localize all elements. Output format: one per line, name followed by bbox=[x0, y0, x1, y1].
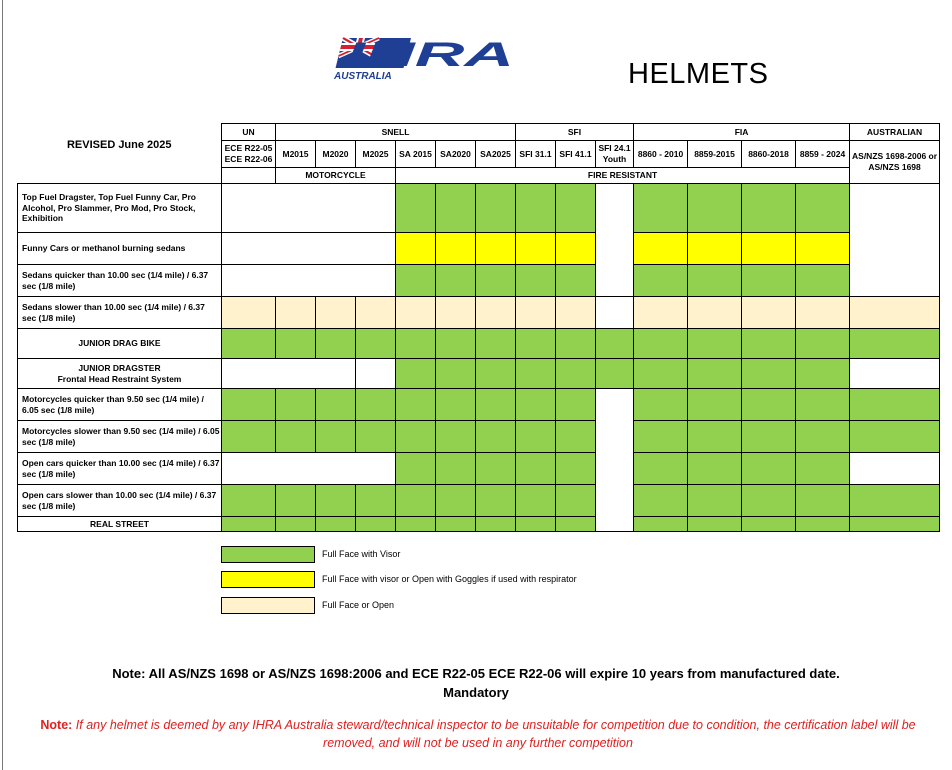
cell-full-face-visor bbox=[796, 265, 850, 297]
cell-full-face-visor bbox=[222, 329, 276, 359]
cell-full-face-visor bbox=[436, 184, 476, 233]
cell-full-face-visor bbox=[688, 184, 742, 233]
row-label: Sedans quicker than 10.00 sec (1/4 mile) / 6.37 sec (1/8 mile) bbox=[18, 265, 222, 297]
row-label: Motorcycles quicker than 9.50 sec (1/4 mile) / 6.05 sec (1/8 mile) bbox=[18, 389, 222, 421]
row-sublabel: Frontal Head Restraint System bbox=[57, 373, 182, 384]
cell-full-face-visor bbox=[634, 359, 688, 389]
cell-full-face-visor bbox=[516, 453, 556, 485]
cell-not-permitted bbox=[850, 184, 940, 297]
cell-full-face-or-open bbox=[516, 297, 556, 329]
cell-full-face-visor bbox=[634, 329, 688, 359]
cell-full-face-visor bbox=[796, 329, 850, 359]
std-fia-8860-2018: 8860-2018 bbox=[742, 141, 796, 168]
cell-full-face-visor bbox=[516, 421, 556, 453]
row-label: Open cars quicker than 10.00 sec (1/4 mile) / 6.37 sec (1/8 mile) bbox=[18, 453, 222, 485]
category-motorcycle: MOTORCYCLE bbox=[276, 168, 396, 184]
std-fia-8859-2024: 8859 - 2024 bbox=[796, 141, 850, 168]
cell-full-face-visor bbox=[688, 421, 742, 453]
cell-full-face-visor bbox=[742, 184, 796, 233]
std-m2015: M2015 bbox=[276, 141, 316, 168]
cell-full-face-visor bbox=[436, 329, 476, 359]
cell-full-face-visor bbox=[436, 359, 476, 389]
cell-full-face-or-open bbox=[476, 297, 516, 329]
cell-full-face-visor bbox=[742, 265, 796, 297]
std-sfi24: SFI 24.1 Youth bbox=[596, 141, 634, 168]
cell-visor-or-open-respirator bbox=[796, 233, 850, 265]
cell-full-face-visor bbox=[634, 265, 688, 297]
cell-full-face-visor bbox=[796, 184, 850, 233]
cell-full-face-visor bbox=[396, 184, 436, 233]
cell-not-permitted bbox=[356, 359, 396, 389]
cell-full-face-or-open bbox=[356, 297, 396, 329]
cell-full-face-visor bbox=[396, 517, 436, 532]
cell-full-face-visor bbox=[688, 485, 742, 517]
std-ece: ECE R22-05 ECE R22-06 bbox=[222, 141, 276, 168]
cell-visor-or-open-respirator bbox=[516, 233, 556, 265]
cell-visor-or-open-respirator bbox=[396, 233, 436, 265]
cell-full-face-visor bbox=[850, 421, 940, 453]
cell-full-face-visor bbox=[276, 517, 316, 532]
cell-full-face-visor bbox=[556, 184, 596, 233]
cell-full-face-visor bbox=[516, 389, 556, 421]
cell-full-face-visor bbox=[276, 329, 316, 359]
cell-full-face-visor bbox=[516, 265, 556, 297]
logo-text: IHRA bbox=[346, 36, 514, 74]
cell-full-face-visor bbox=[596, 359, 634, 389]
cell-full-face-visor bbox=[316, 329, 356, 359]
cell-full-face-visor bbox=[742, 389, 796, 421]
cell-full-face-visor bbox=[476, 265, 516, 297]
cell-visor-or-open-respirator bbox=[436, 233, 476, 265]
cell-full-face-visor bbox=[356, 329, 396, 359]
group-australian: AUSTRALIAN bbox=[850, 124, 940, 141]
cell-full-face-visor bbox=[222, 389, 276, 421]
legend-swatch-cream bbox=[221, 597, 315, 614]
steward-note-prefix: Note: bbox=[40, 718, 73, 732]
cell-full-face-or-open bbox=[276, 297, 316, 329]
cell-visor-or-open-respirator bbox=[556, 233, 596, 265]
category-fire-resistant: FIRE RESISTANT bbox=[396, 168, 850, 184]
cell-not-permitted bbox=[596, 389, 634, 532]
cell-full-face-visor bbox=[796, 421, 850, 453]
cell-full-face-visor bbox=[742, 453, 796, 485]
expiry-note-text: Note: All AS/NZS 1698 or AS/NZS 1698:2006 and ECE R22-05 ECE R22-06 will expire 10 years from manufactured date. bbox=[112, 666, 840, 681]
cell-full-face-visor bbox=[634, 421, 688, 453]
row-label: JUNIOR DRAG BIKE bbox=[18, 329, 222, 359]
cell-full-face-visor bbox=[742, 517, 796, 532]
cell-full-face-visor bbox=[742, 485, 796, 517]
group-fia: FIA bbox=[634, 124, 850, 141]
group-sfi: SFI bbox=[516, 124, 634, 141]
logo-subtext: AUSTRALIA bbox=[334, 71, 392, 82]
group-snell: SNELL bbox=[276, 124, 516, 141]
revised-date: REVISED June 2025 bbox=[66, 138, 172, 151]
std-fia-8859-2015: 8859-2015 bbox=[688, 141, 742, 168]
row-label: Sedans slower than 10.00 sec (1/4 mile) / 6.37 sec (1/8 mile) bbox=[18, 297, 222, 329]
cell-full-face-visor bbox=[316, 485, 356, 517]
cell-full-face-visor bbox=[796, 359, 850, 389]
cell-full-face-visor bbox=[796, 453, 850, 485]
cell-full-face-or-open bbox=[796, 297, 850, 329]
cell-full-face-visor bbox=[396, 265, 436, 297]
cell-full-face-visor bbox=[556, 389, 596, 421]
std-sa2025: SA2025 bbox=[476, 141, 516, 168]
cell-full-face-visor bbox=[396, 453, 436, 485]
cell-full-face-visor bbox=[436, 453, 476, 485]
cell-full-face-visor bbox=[476, 517, 516, 532]
cell-visor-or-open-respirator bbox=[634, 233, 688, 265]
cell-visor-or-open-respirator bbox=[476, 233, 516, 265]
cell-full-face-visor bbox=[222, 421, 276, 453]
cell-full-face-visor bbox=[796, 389, 850, 421]
cell-full-face-visor bbox=[688, 517, 742, 532]
cell-full-face-visor bbox=[742, 359, 796, 389]
cell-full-face-visor bbox=[396, 421, 436, 453]
cell-full-face-or-open bbox=[436, 297, 476, 329]
cell-full-face-or-open bbox=[396, 297, 436, 329]
cell-full-face-or-open bbox=[222, 297, 276, 329]
cell-full-face-visor bbox=[476, 359, 516, 389]
cell-full-face-or-open bbox=[556, 297, 596, 329]
std-sa2015: SA 2015 bbox=[396, 141, 436, 168]
cell-full-face-visor bbox=[516, 359, 556, 389]
cell-full-face-visor bbox=[436, 421, 476, 453]
cell-full-face-visor bbox=[556, 329, 596, 359]
cell-not-permitted bbox=[850, 359, 940, 389]
cell-full-face-visor bbox=[476, 485, 516, 517]
cell-full-face-visor bbox=[222, 485, 276, 517]
cell-full-face-visor bbox=[516, 485, 556, 517]
cell-full-face-visor bbox=[276, 421, 316, 453]
row-label: Funny Cars or methanol burning sedans bbox=[18, 233, 222, 265]
cell-full-face-or-open bbox=[742, 297, 796, 329]
cell-not-permitted bbox=[850, 453, 940, 485]
cell-full-face-visor bbox=[688, 265, 742, 297]
cell-full-face-visor bbox=[476, 421, 516, 453]
cell-full-face-visor bbox=[634, 453, 688, 485]
cell-full-face-visor bbox=[276, 485, 316, 517]
steward-note bbox=[28, 716, 928, 752]
cell-full-face-visor bbox=[742, 421, 796, 453]
mandatory-text: Mandatory bbox=[443, 685, 509, 700]
cell-visor-or-open-respirator bbox=[688, 233, 742, 265]
std-asnzs: AS/NZS 1698-2006 or AS/NZS 1698 bbox=[850, 141, 940, 184]
cell-full-face-or-open bbox=[316, 297, 356, 329]
expiry-note bbox=[0, 664, 952, 702]
cell-full-face-visor bbox=[634, 389, 688, 421]
std-fia-8860-2010: 8860 - 2010 bbox=[634, 141, 688, 168]
header-spacer bbox=[18, 168, 222, 184]
row-label: Top Fuel Dragster, Top Fuel Funny Car, Pro Alcohol, Pro Slammer, Pro Mod, Pro Stock, Exhibition bbox=[18, 184, 222, 233]
cell-full-face-visor bbox=[396, 485, 436, 517]
group-un: UN bbox=[222, 124, 276, 141]
cell-full-face-visor bbox=[222, 517, 276, 532]
cell-full-face-or-open bbox=[850, 297, 940, 329]
cell-full-face-visor bbox=[436, 517, 476, 532]
cell-full-face-visor bbox=[556, 485, 596, 517]
cell-full-face-visor bbox=[634, 485, 688, 517]
cell-full-face-visor bbox=[796, 485, 850, 517]
cell-full-face-visor bbox=[396, 359, 436, 389]
legend-label: Full Face or Open bbox=[322, 600, 395, 610]
cell-full-face-visor bbox=[476, 389, 516, 421]
cell-full-face-visor bbox=[634, 517, 688, 532]
cell-not-permitted bbox=[596, 184, 634, 297]
cell-full-face-visor bbox=[516, 184, 556, 233]
cell-full-face-visor bbox=[688, 359, 742, 389]
cell-full-face-visor bbox=[556, 421, 596, 453]
cell-full-face-visor bbox=[476, 453, 516, 485]
legend-swatch-green bbox=[221, 546, 315, 563]
legend-swatch-yellow bbox=[221, 571, 315, 588]
row-label: JUNIOR DRAGSTER bbox=[78, 362, 161, 373]
legend-label: Full Face with visor or Open with Goggles if used with respirator bbox=[322, 574, 577, 584]
cell-full-face-visor bbox=[516, 517, 556, 532]
cell-full-face-visor bbox=[688, 453, 742, 485]
page-title: HELMETS bbox=[628, 58, 769, 90]
std-sa2020: SA2020 bbox=[436, 141, 476, 168]
cell-full-face-visor bbox=[436, 485, 476, 517]
cell-full-face-visor bbox=[436, 265, 476, 297]
row-label-junior-dragster bbox=[18, 359, 222, 389]
steward-note-text: If any helmet is deemed by any IHRA Australia steward/technical inspector to be unsuitable for competition due to condition, the certification label will be removed, and will not be used in any further competition bbox=[72, 718, 916, 750]
cell-not-permitted bbox=[222, 233, 396, 265]
cell-full-face-visor bbox=[316, 389, 356, 421]
cell-full-face-visor bbox=[556, 359, 596, 389]
ihra-australia-logo bbox=[330, 34, 518, 84]
cell-full-face-visor bbox=[356, 485, 396, 517]
std-sfi31: SFI 31.1 bbox=[516, 141, 556, 168]
cell-full-face-visor bbox=[436, 389, 476, 421]
cell-full-face-visor bbox=[356, 517, 396, 532]
cell-visor-or-open-respirator bbox=[742, 233, 796, 265]
cell-full-face-visor bbox=[556, 453, 596, 485]
cell-full-face-visor bbox=[316, 517, 356, 532]
cell-full-face-or-open bbox=[634, 297, 688, 329]
row-label: Motorcycles slower than 9.50 sec (1/4 mile) / 6.05 sec (1/8 mile) bbox=[18, 421, 222, 453]
cell-full-face-visor bbox=[688, 389, 742, 421]
cell-not-permitted bbox=[222, 265, 396, 297]
left-border-line bbox=[2, 0, 3, 770]
cell-not-permitted bbox=[596, 297, 634, 329]
std-m2025: M2025 bbox=[356, 141, 396, 168]
legend-label: Full Face with Visor bbox=[322, 549, 401, 559]
cell-full-face-visor bbox=[596, 329, 634, 359]
cell-full-face-visor bbox=[356, 421, 396, 453]
cell-full-face-visor bbox=[850, 329, 940, 359]
std-m2020: M2020 bbox=[316, 141, 356, 168]
std-sfi41: SFI 41.1 bbox=[556, 141, 596, 168]
helmet-table bbox=[17, 123, 940, 532]
cell-full-face-visor bbox=[796, 517, 850, 532]
cell-full-face-visor bbox=[742, 329, 796, 359]
cell-full-face-visor bbox=[316, 421, 356, 453]
cell-full-face-visor bbox=[476, 329, 516, 359]
cell-full-face-visor bbox=[276, 389, 316, 421]
header-spacer bbox=[222, 168, 276, 184]
cell-full-face-visor bbox=[396, 329, 436, 359]
cell-full-face-visor bbox=[850, 485, 940, 517]
cell-full-face-visor bbox=[634, 184, 688, 233]
cell-not-permitted bbox=[222, 453, 396, 485]
cell-full-face-visor bbox=[356, 389, 396, 421]
cell-not-permitted bbox=[222, 359, 356, 389]
row-label: Open cars slower than 10.00 sec (1/4 mile) / 6.37 sec (1/8 mile) bbox=[18, 485, 222, 517]
cell-full-face-visor bbox=[688, 329, 742, 359]
cell-full-face-visor bbox=[850, 389, 940, 421]
cell-full-face-visor bbox=[476, 184, 516, 233]
cell-full-face-visor bbox=[850, 517, 940, 532]
cell-full-face-visor bbox=[556, 517, 596, 532]
cell-not-permitted bbox=[222, 184, 396, 233]
row-label: REAL STREET bbox=[18, 517, 222, 532]
cell-full-face-or-open bbox=[688, 297, 742, 329]
cell-full-face-visor bbox=[556, 265, 596, 297]
cell-full-face-visor bbox=[516, 329, 556, 359]
cell-full-face-visor bbox=[396, 389, 436, 421]
